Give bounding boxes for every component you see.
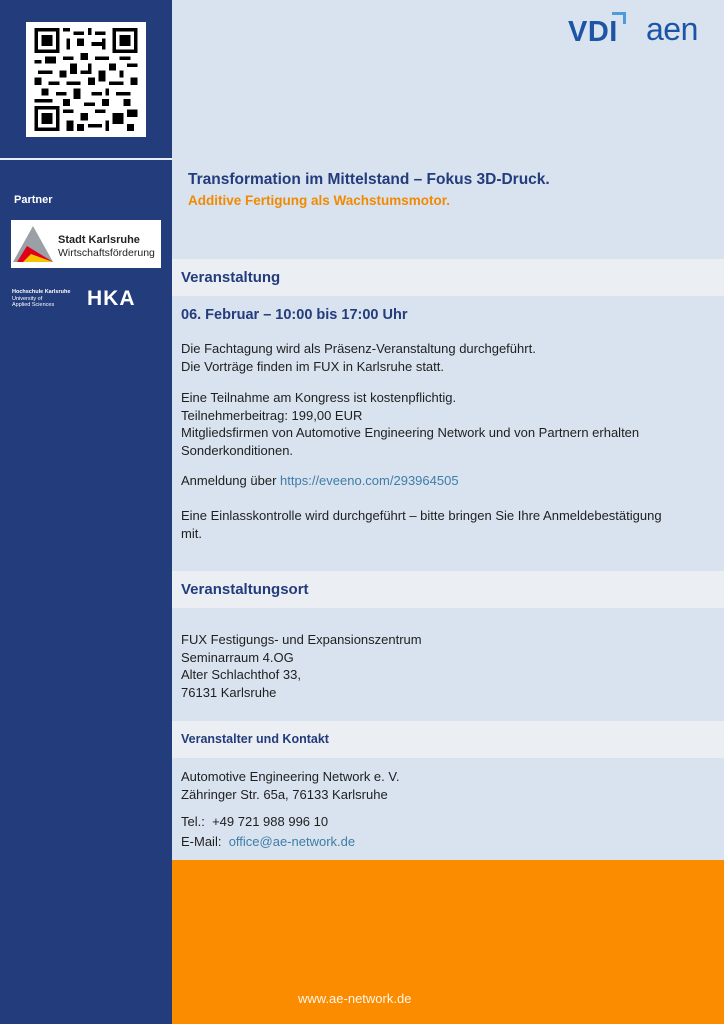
text-line: Eine Einlasskontrolle wird durchgeführt – bitte bringen Sie Ihre Anmeldebestätigung: [181, 508, 662, 523]
organizer-address: [181, 768, 399, 803]
sidebar-divider: [0, 158, 172, 160]
karlsruhe-subtitle: Wirtschaftsförderung: [58, 247, 155, 259]
hka-logo[interactable]: [12, 289, 167, 315]
page-title: Transformation im Mittelstand – Fokus 3D-Druck.: [188, 171, 550, 188]
registration-prefix: Anmeldung über: [181, 473, 277, 488]
hka-line3: Applied Sciences: [12, 302, 55, 308]
text-line: mit.: [181, 525, 202, 541]
hka-line2: University of: [12, 295, 43, 302]
registration-link[interactable]: https://eveeno.com/293964505: [280, 473, 459, 488]
qr-code-icon: [32, 28, 140, 131]
phone-number[interactable]: +49 721 988 996 10: [212, 814, 329, 829]
event-format-text: [181, 340, 536, 375]
text-line: Teilnehmerbeitrag: 199,00 EUR: [181, 407, 363, 423]
section-veranstaltungsort: [172, 571, 724, 608]
text-line: Sonderkonditionen.: [181, 442, 294, 458]
section-heading: Veranstalter und Kontakt: [181, 732, 329, 746]
text-line: Seminarraum 4.OG: [181, 649, 294, 665]
section-heading: Veranstaltung: [181, 269, 281, 286]
text-line: Alter Schlachthof 33,: [181, 667, 301, 682]
text-line: FUX Festigungs- und Expansionszentrum: [181, 632, 422, 647]
qr-code[interactable]: [26, 22, 146, 137]
phone-label: Tel.:: [181, 814, 205, 829]
contact-email: [181, 833, 355, 851]
karlsruhe-emblem-icon: [13, 224, 57, 264]
text-line: 76131 Karlsruhe: [181, 684, 277, 700]
text-line: Mitgliedsfirmen von Automotive Engineering Network und von Partnern erhalten: [181, 425, 640, 440]
email-label: E-Mail:: [181, 834, 222, 849]
email-link[interactable]: office@ae-network.de: [228, 834, 356, 849]
page-subtitle: Additive Fertigung als Wachstumsmotor.: [188, 193, 451, 208]
footer-band: [172, 860, 724, 1024]
text-line: Automotive Engineering Network e. V.: [181, 769, 400, 784]
section-kontakt: [172, 721, 724, 758]
contact-phone: [181, 813, 328, 831]
header-band: [172, 0, 724, 160]
text-line: Die Fachtagung wird als Präsenz-Veranstaltung durchgeführt.: [181, 341, 536, 356]
event-fee-text: [181, 389, 639, 459]
text-line: Eine Teilnahme am Kongress ist kostenpflichtig.: [181, 390, 457, 405]
section-veranstaltung: [172, 259, 724, 296]
footer-website-link[interactable]: www.ae-network.de: [298, 991, 412, 1006]
vdi-logo[interactable]: VDI: [568, 16, 618, 48]
sidebar: [0, 0, 172, 1024]
partner-label: Partner: [14, 194, 53, 206]
text-line: Zähringer Str. 65a, 76133 Karlsruhe: [181, 786, 388, 802]
hka-university-text: [12, 289, 70, 309]
section-heading: Veranstaltungsort: [181, 581, 309, 598]
vdi-corner-icon: [612, 12, 626, 24]
hka-line1: Hochschule Karlsruhe: [12, 289, 71, 295]
registration-text: [181, 472, 459, 490]
aen-logo[interactable]: aen: [646, 11, 698, 47]
stadt-karlsruhe-logo[interactable]: [11, 220, 161, 268]
admission-text: [181, 507, 662, 542]
hka-wordmark: HKA: [87, 287, 136, 310]
karlsruhe-name: Stadt Karlsruhe: [58, 234, 140, 246]
venue-address: [181, 631, 422, 701]
text-line: Die Vorträge finden im FUX in Karlsruhe statt.: [181, 358, 445, 374]
event-date: 06. Februar – 10:00 bis 17:00 Uhr: [181, 307, 408, 323]
